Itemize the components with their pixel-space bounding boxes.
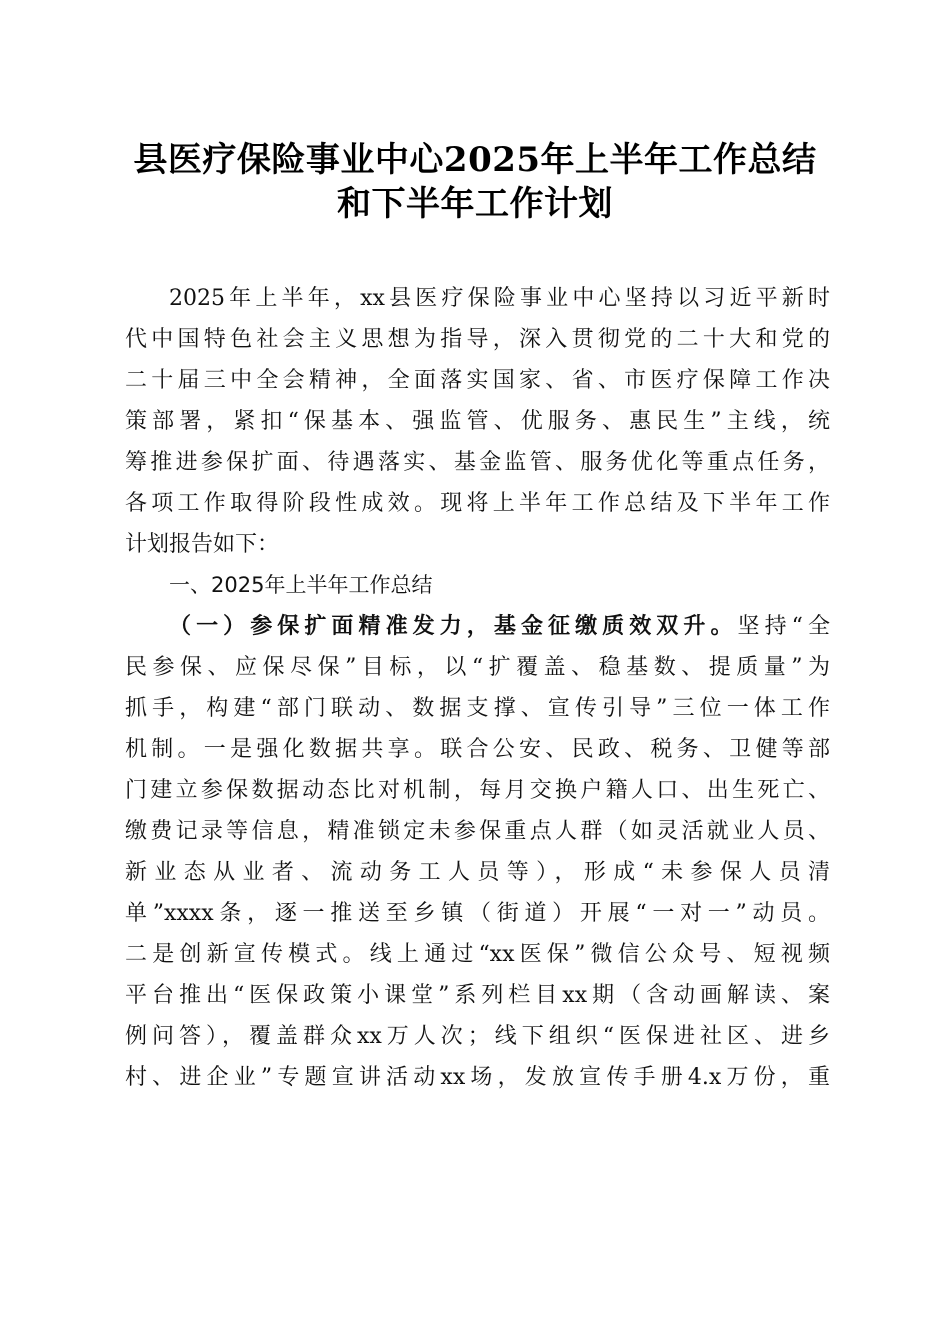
intro-line: 二十届三中全会精神，全面落实国家、省、市医疗保障工作决: [125, 368, 830, 393]
body-line: 二是创新宣传模式。线上通过“xx医保”微信公众号、短视频: [125, 942, 830, 967]
title-line-2: 和下半年工作计划: [337, 184, 613, 224]
body-line: 民参保、应保尽保”目标，以“扩覆盖、稳基数、提质量”为: [125, 655, 830, 680]
body-line: 单”xxxx条，逐一推送至乡镇（街道）开展“一对一”动员。: [125, 901, 830, 926]
document-body: [125, 278, 830, 1098]
body-line: 村、进企业”专题宣讲活动xx场，发放宣传手册4.x万份，重: [125, 1065, 830, 1090]
body-line: 抓手，构建“部门联动、数据支撑、宣传引导”三位一体工作: [125, 696, 830, 721]
intro-line: 代中国特色社会主义思想为指导，深入贯彻党的二十大和党的: [125, 327, 830, 352]
subsection-heading: （一）参保扩面精准发力，基金征缴质效双升。: [169, 613, 738, 639]
body-line: 新业态从业者、流动务工人员等），形成“未参保人员清: [125, 860, 830, 885]
body-line: 门建立参保数据动态比对机制，每月交换户籍人口、出生死亡、: [125, 778, 830, 803]
intro-line: 策部署，紧扣“保基本、强监管、优服务、惠民生”主线，统: [125, 409, 830, 434]
title-line-1: 县医疗保险事业中心2025年上半年工作总结: [133, 140, 817, 180]
body-line: 平台推出“医保政策小课堂”系列栏目xx期（含动画解读、案: [125, 983, 830, 1008]
body-line: 机制。一是强化数据共享。联合公安、民政、税务、卫健等部: [125, 737, 830, 762]
intro-line: 计划报告如下：: [125, 532, 280, 557]
intro-line: 2025年上半年，xx县医疗保险事业中心坚持以习近平新时: [169, 286, 830, 311]
document-title: [0, 138, 950, 226]
intro-line: 各项工作取得阶段性成效。现将上半年工作总结及下半年工作: [125, 491, 830, 516]
section-heading: 一、2025年上半年工作总结: [169, 573, 433, 597]
intro-line: 筹推进参保扩面、待遇落实、基金监管、服务优化等重点任务，: [125, 450, 830, 475]
body-line: 例问答），覆盖群众xx万人次；线下组织“医保进社区、进乡: [125, 1024, 830, 1049]
subsection-first-line-rest: 坚持“全: [737, 614, 830, 639]
subsection-first-line: [125, 606, 830, 647]
body-line: 缴费记录等信息，精准锁定未参保重点人群（如灵活就业人员、: [125, 819, 830, 844]
